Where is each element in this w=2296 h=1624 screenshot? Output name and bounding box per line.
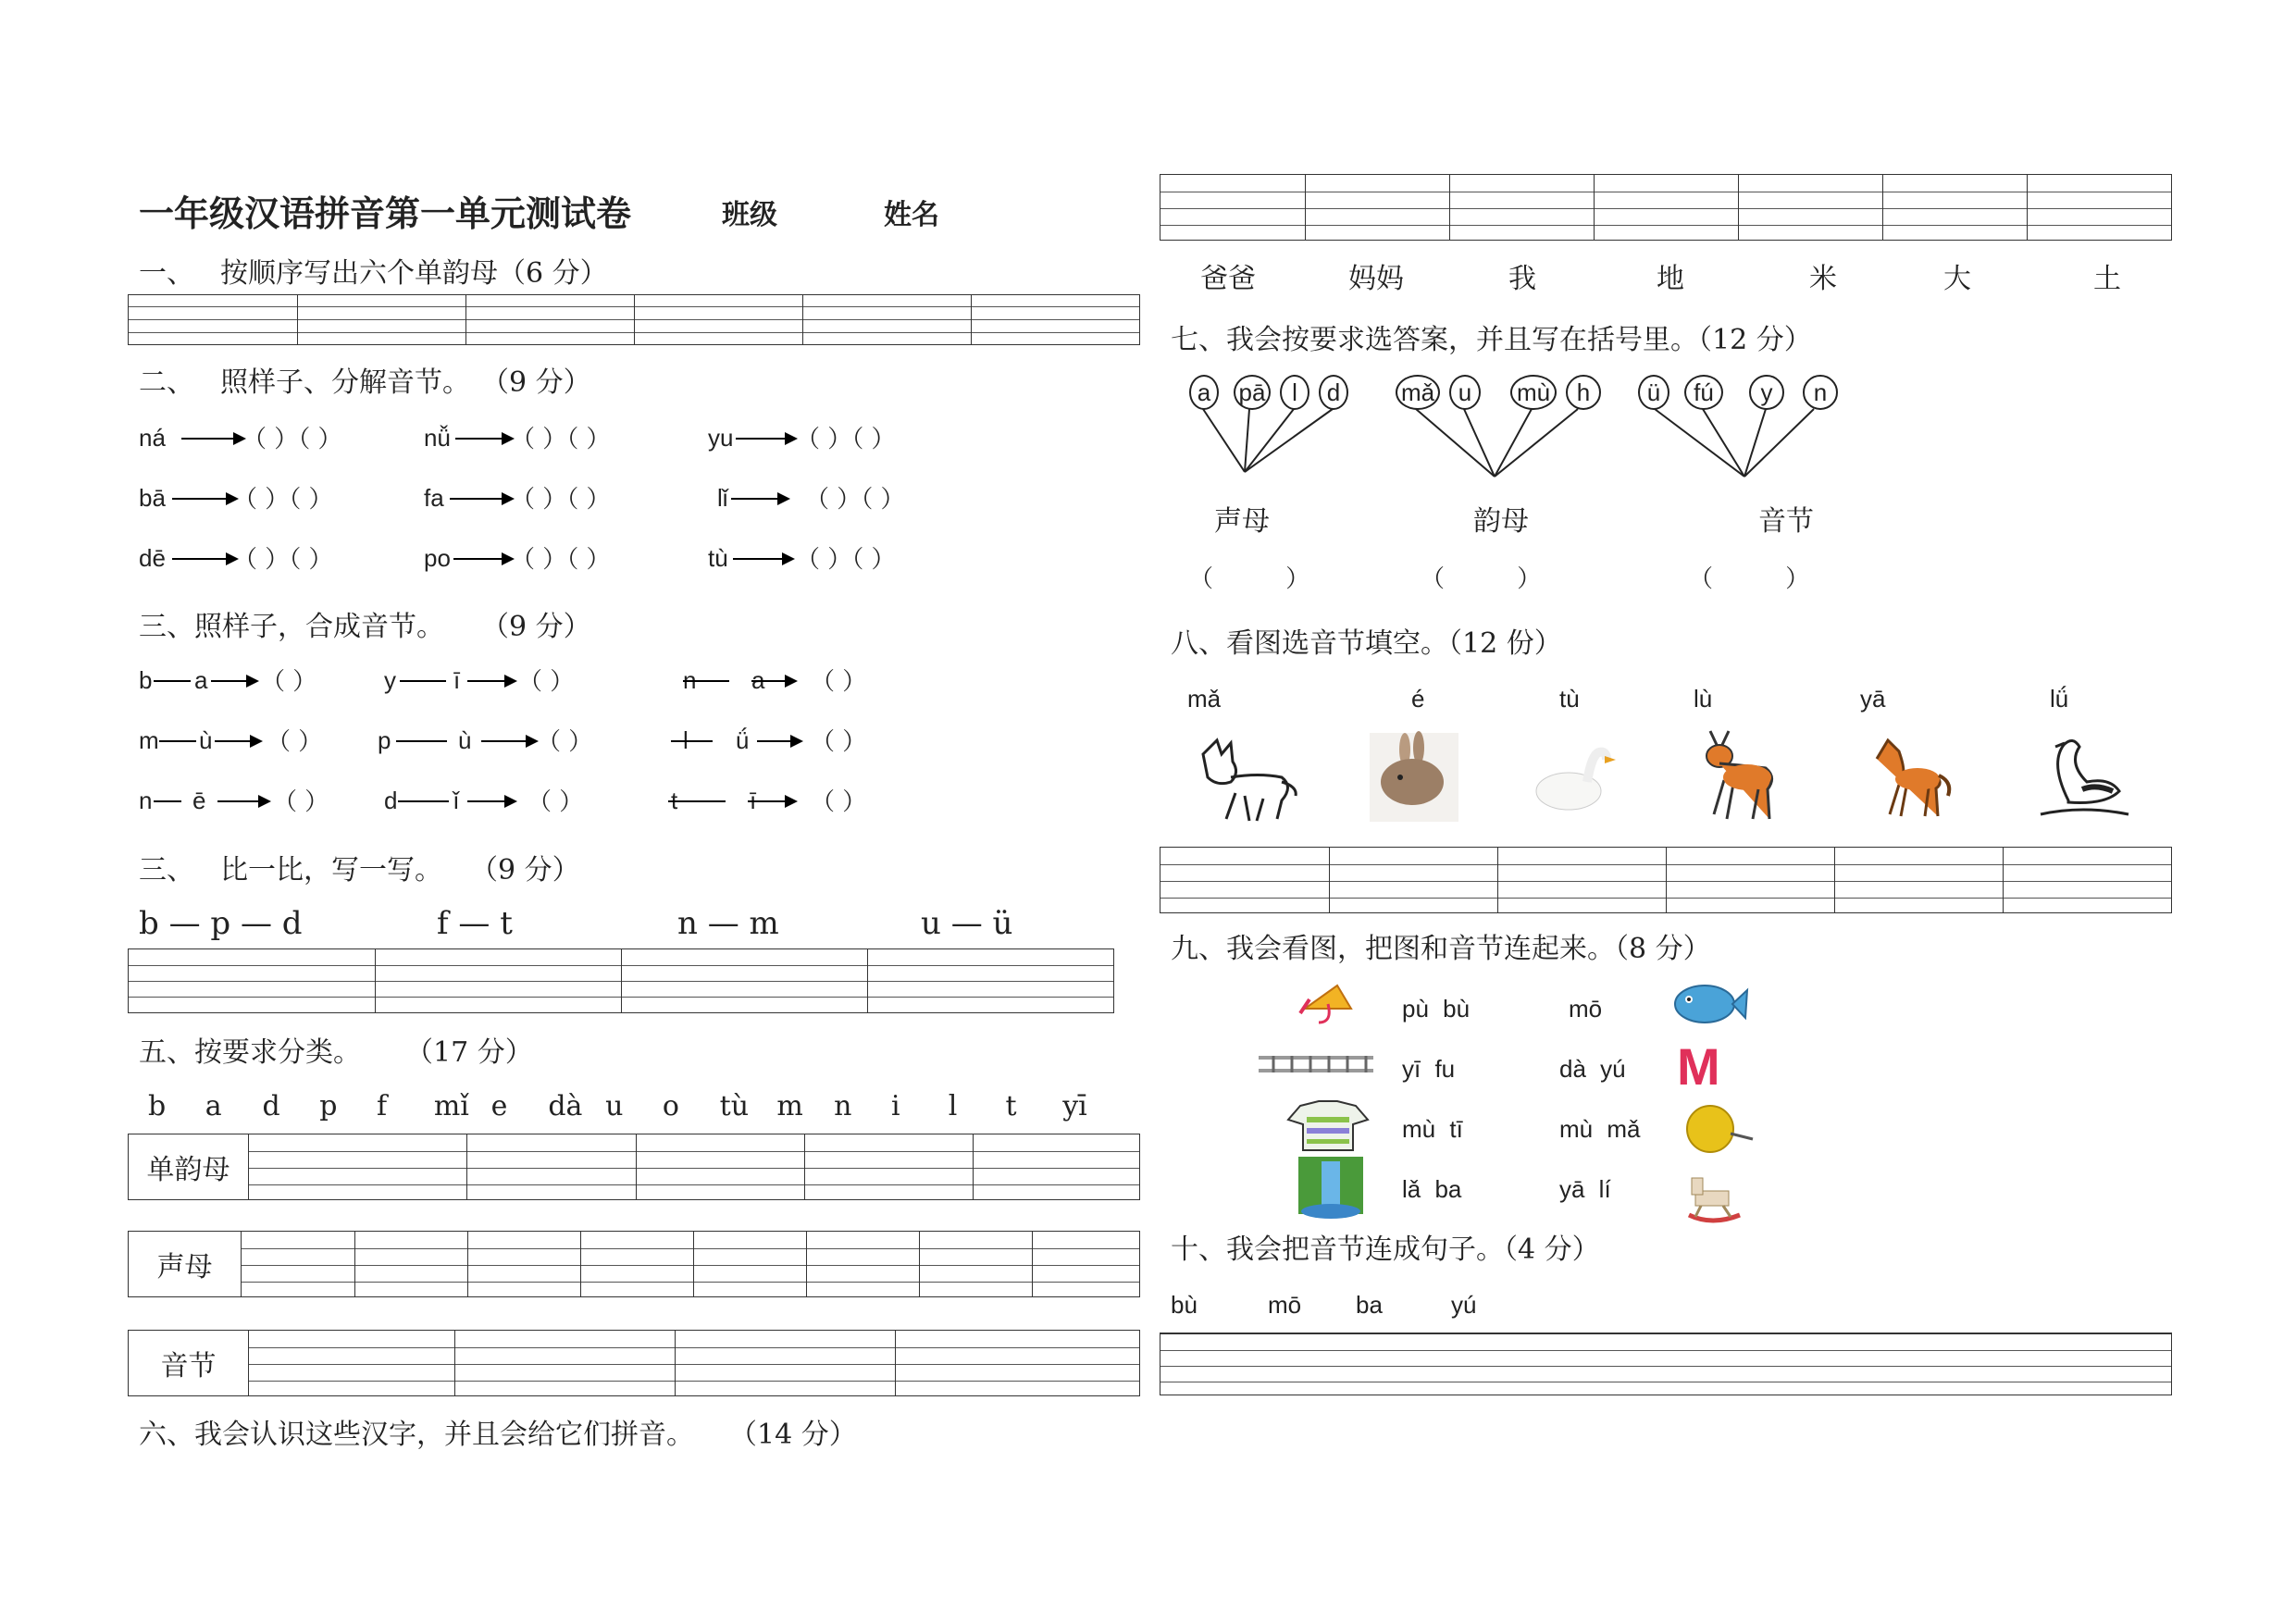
syllable-right[interactable]: yā lí — [1559, 1175, 1611, 1203]
arrow-icon — [172, 558, 237, 560]
pool-letter: m — [776, 1090, 803, 1122]
hanzi: 大 — [1943, 263, 1971, 295]
s5-score: （17 分） — [405, 1036, 533, 1069]
final: ǘ — [736, 726, 750, 754]
pool-letter: o — [662, 1090, 679, 1122]
s3a-answer[interactable]: （ ） — [811, 668, 867, 696]
s3a-answer[interactable]: （ ） — [811, 788, 867, 816]
sentence-word: mō — [1268, 1291, 1302, 1319]
final: ē — [192, 787, 206, 814]
hanzi: 米 — [1809, 263, 1837, 295]
s3a-score: （9 分） — [481, 611, 591, 643]
syllable-left[interactable]: mù tī — [1402, 1115, 1463, 1143]
s2-answer[interactable]: （ ）（ ） — [233, 486, 333, 514]
arrow-icon — [481, 740, 537, 742]
syllable-left[interactable]: pù bù — [1402, 995, 1471, 1023]
option-circle[interactable]: a — [1189, 375, 1219, 410]
s7-heading: 七、我会按要求选答案，并且写在括号里。（12 分） — [1171, 324, 1812, 356]
arrow-icon — [731, 498, 788, 500]
s3a-answer[interactable]: （ ） — [811, 728, 867, 756]
s2-syllable: po — [424, 544, 451, 572]
goose-picture — [1527, 736, 1620, 819]
s3a-answer[interactable]: （ ） — [267, 728, 323, 756]
final: ī — [453, 666, 461, 694]
syllable-left[interactable]: yī fu — [1402, 1055, 1456, 1083]
pool-letter: mǐ — [433, 1090, 469, 1122]
dash-line — [159, 740, 196, 742]
s2-syllable: dē — [139, 544, 166, 572]
arrow-icon — [751, 680, 796, 682]
pool-letter: a — [205, 1090, 222, 1122]
option-circle[interactable]: mǎ — [1396, 375, 1440, 410]
s3b-heading: 比一比，写一写。 — [220, 854, 442, 886]
s1-number: 一、 — [139, 257, 194, 290]
s10-writing-line[interactable] — [1160, 1333, 2172, 1395]
s3a-answer[interactable]: （ ） — [518, 668, 575, 696]
category-syllables[interactable] — [128, 1330, 1140, 1396]
hanzi: 地 — [1657, 263, 1684, 295]
dash-line — [671, 740, 713, 742]
s7-answer[interactable]: （ ） — [1421, 565, 1542, 593]
s3a-answer[interactable]: （ ） — [273, 788, 329, 816]
picture-syllable: tù — [1559, 685, 1580, 713]
shirt-picture — [1286, 1097, 1370, 1152]
arrow-icon — [217, 800, 269, 802]
ladder-picture — [1257, 1050, 1375, 1076]
arrow-icon — [450, 498, 513, 500]
final: ù — [458, 726, 472, 754]
trumpet-picture — [1296, 972, 1360, 1027]
s2-answer[interactable]: （ ）（ ） — [805, 486, 905, 514]
arrow-icon — [181, 438, 244, 440]
arrow-icon — [455, 438, 513, 440]
s9-heading: 九、我会看图，把图和音节连起来。（8 分） — [1171, 933, 1711, 965]
s2-score: （9 分） — [481, 366, 591, 399]
compare-group: f — t — [437, 905, 513, 942]
initial: d — [384, 787, 398, 814]
fish-picture — [1666, 972, 1749, 1032]
picture-syllable: lù — [1694, 685, 1713, 713]
s2-heading: 照样子、分解音节。 — [220, 366, 470, 399]
option-circle[interactable]: l — [1280, 375, 1309, 410]
s2-answer[interactable]: （ ）（ ） — [233, 546, 333, 574]
pool-letter: t — [1005, 1090, 1017, 1122]
arrow-icon — [172, 498, 237, 500]
compare-group: n — m — [677, 905, 779, 942]
option-circle[interactable]: pā — [1234, 375, 1271, 410]
s8-heading: 八、看图选音节填空。（12 份） — [1171, 627, 1562, 660]
donkey-picture — [1185, 736, 1305, 828]
arrow-icon — [733, 558, 793, 560]
dash-line — [683, 680, 729, 682]
syllable-right[interactable]: mù mǎ — [1559, 1115, 1641, 1143]
horse-picture — [1860, 731, 1953, 824]
category-monophthongs[interactable] — [128, 1134, 1140, 1200]
sentence-word: yú — [1451, 1291, 1477, 1319]
s2-answer[interactable]: （ ）（ ） — [796, 426, 896, 453]
page-title: 一年级汉语拼音第一单元测试卷 — [139, 192, 632, 234]
s2-number: 二、 — [139, 366, 194, 399]
option-circle[interactable]: u — [1449, 375, 1481, 410]
hanzi: 我 — [1508, 263, 1536, 295]
category-label: 声母 — [129, 1232, 242, 1296]
arrow-icon — [215, 740, 261, 742]
pool-letter: f — [377, 1090, 388, 1122]
s6-writing-grid[interactable] — [1160, 174, 2172, 241]
pool-letter: b — [148, 1090, 167, 1122]
sentence-word: bù — [1171, 1291, 1198, 1319]
pool-letter: tù — [719, 1090, 750, 1122]
picture-syllable: lǘ — [2050, 685, 2069, 713]
s1-writing-grid[interactable] — [128, 294, 1140, 345]
category-label: 声母 — [1214, 505, 1270, 538]
s2-syllable: ná — [139, 424, 166, 452]
pool-letter: d — [262, 1090, 280, 1122]
letter-pool — [148, 1090, 1120, 1127]
s3b-number: 三、 — [139, 854, 194, 886]
rabbit-picture — [1368, 731, 1460, 824]
s3a-answer[interactable]: （ ） — [261, 668, 317, 696]
pool-letter: i — [890, 1090, 900, 1122]
s7-answer[interactable]: （ ） — [1689, 565, 1810, 593]
option-circle[interactable]: y — [1749, 375, 1784, 410]
pool-letter: e — [490, 1090, 508, 1122]
arrow-icon — [453, 558, 513, 560]
deer-picture — [1692, 726, 1784, 824]
pool-letter: dà — [548, 1090, 583, 1122]
category-label: 单韵母 — [129, 1134, 249, 1199]
syllable-left[interactable]: lǎ ba — [1402, 1175, 1462, 1203]
s3b-score: （9 分） — [470, 854, 580, 886]
s1-heading: 按顺序写出六个单韵母（6 分） — [220, 257, 608, 290]
name-label: 姓名 — [884, 199, 939, 231]
final: a — [194, 666, 208, 694]
s2-syllable: nǚ — [424, 424, 451, 452]
s2-answer[interactable]: （ ）（ ） — [242, 426, 342, 453]
final: ǐ — [453, 787, 459, 814]
option-circle[interactable]: h — [1566, 375, 1601, 410]
s7-answer[interactable]: （ ） — [1189, 565, 1310, 593]
option-circle[interactable]: mù — [1510, 375, 1557, 410]
pool-letter: u — [605, 1090, 624, 1122]
syllable-right[interactable]: dà yú — [1559, 1055, 1626, 1083]
s3b-writing-grid[interactable] — [128, 948, 1114, 1013]
arrow-icon — [757, 740, 801, 742]
s3a-heading: 三、照样子，合成音节。 — [139, 611, 444, 643]
s8-writing-grid[interactable] — [1160, 847, 2172, 913]
s3a-answer[interactable]: （ ） — [527, 788, 584, 816]
pool-letter: yī — [1062, 1090, 1087, 1122]
class-label: 班级 — [722, 199, 777, 231]
s2-syllable: lǐ — [717, 484, 728, 512]
s3a-answer[interactable]: （ ） — [537, 728, 593, 756]
pool-letter: l — [948, 1090, 958, 1122]
hanzi: 土 — [2093, 263, 2121, 295]
s2-syllable: tù — [708, 544, 728, 572]
dash-line — [396, 740, 447, 742]
swan-picture — [2031, 726, 2133, 824]
s2-answer[interactable]: （ ）（ ） — [796, 546, 896, 574]
picture-syllable: yā — [1860, 685, 1886, 713]
category-initials[interactable] — [128, 1231, 1140, 1297]
option-circle[interactable]: n — [1803, 375, 1838, 410]
hanzi: 妈妈 — [1348, 263, 1404, 295]
pool-letter: p — [319, 1090, 338, 1122]
arrow-icon — [211, 680, 257, 682]
arrow-icon — [467, 800, 515, 802]
option-circle[interactable]: d — [1319, 375, 1348, 410]
initial: p — [378, 726, 391, 754]
dash-line — [398, 800, 449, 802]
pool-letter: n — [834, 1090, 852, 1122]
arrow-icon — [748, 800, 796, 802]
category-label: 音节 — [1758, 505, 1814, 538]
initial: n — [139, 787, 153, 814]
compare-group: b — p — d — [139, 905, 303, 942]
s6-score: （14 分） — [729, 1419, 857, 1451]
rocking-horse-picture — [1675, 1171, 1749, 1226]
waterfall-picture — [1294, 1152, 1368, 1221]
s2-syllable: fa — [424, 484, 444, 512]
category-label: 音节 — [129, 1331, 249, 1395]
s2-answer[interactable]: （ ）（ ） — [511, 486, 611, 514]
initial: m — [139, 726, 159, 754]
dash-line — [400, 680, 446, 682]
s6-heading: 六、我会认识这些汉字，并且会给它们拼音。 — [139, 1419, 694, 1451]
dash-line — [154, 800, 181, 802]
compare-group: u — ü — [921, 905, 1013, 942]
s2-syllable: bā — [139, 484, 166, 512]
letter-m-picture: M — [1677, 1037, 1720, 1096]
sentence-word: ba — [1356, 1291, 1383, 1319]
arrow-icon — [736, 438, 796, 440]
option-circle[interactable]: ü — [1638, 375, 1669, 410]
category-label: 韵母 — [1473, 505, 1529, 538]
dash-line — [668, 800, 726, 802]
pear-picture — [1675, 1097, 1758, 1157]
picture-syllable: mǎ — [1187, 685, 1222, 713]
syllable-right[interactable]: mō — [1569, 995, 1603, 1023]
dash-line — [154, 680, 191, 682]
initial: b — [139, 666, 153, 694]
option-circle[interactable]: fú — [1684, 375, 1723, 410]
initial: y — [384, 666, 396, 694]
s2-answer[interactable]: （ ）（ ） — [511, 546, 611, 574]
hanzi: 爸爸 — [1200, 263, 1256, 295]
s2-syllable: yu — [708, 424, 734, 452]
picture-syllable: é — [1411, 685, 1425, 713]
s5-heading: 五、按要求分类。 — [139, 1036, 361, 1069]
s2-answer[interactable]: （ ）（ ） — [511, 426, 611, 453]
arrow-icon — [467, 680, 515, 682]
final: ù — [199, 726, 213, 754]
s10-heading: 十、我会把音节连成句子。（4 分） — [1171, 1233, 1600, 1266]
